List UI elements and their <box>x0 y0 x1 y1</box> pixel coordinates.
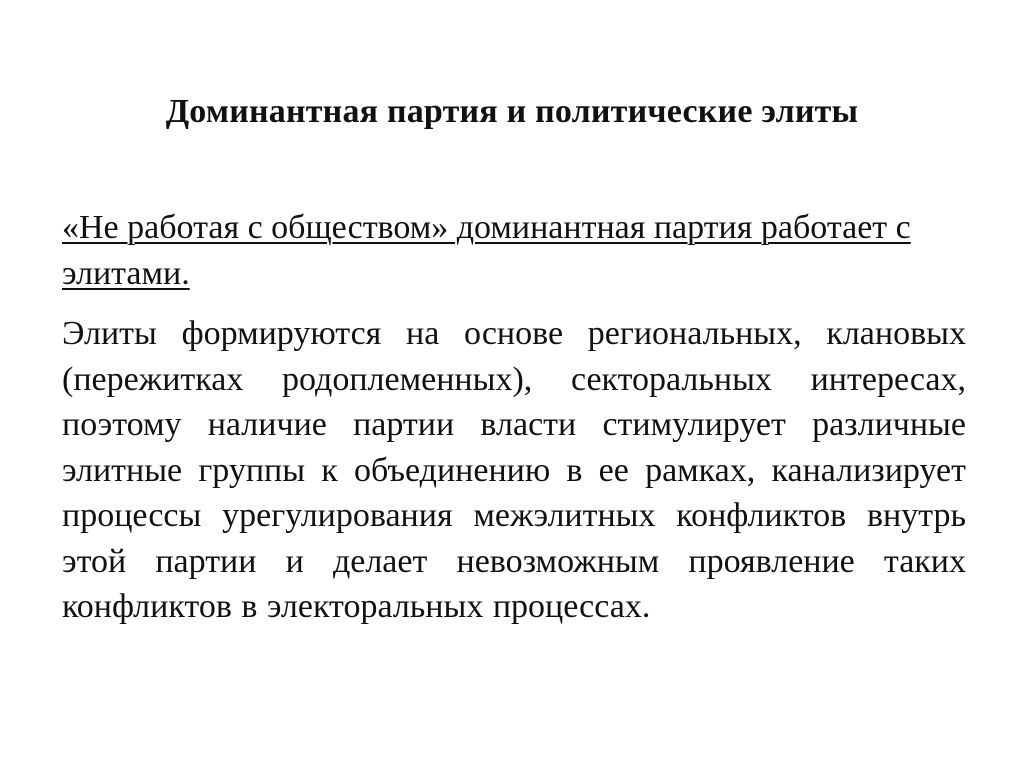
slide-title: Доминантная партия и политические элиты <box>165 93 859 130</box>
slide-body <box>62 205 966 630</box>
main-paragraph: Элиты формируются на основе региональных, клановых (пережитках родоплеменных), секторальных интересах, поэтому наличие партии власти стимулирует различные элитные группы к объединению в ее рамках, канализирует процессы урегулирования межэлитных конфликтов внутрь этой партии и делает невозможным проявление таких конфликтов в электоральных процессах. <box>62 315 966 625</box>
intro-underlined-text: «Не работая с обществом» доминантная партия работает с элитами. <box>62 209 911 292</box>
intro-paragraph <box>62 205 966 296</box>
